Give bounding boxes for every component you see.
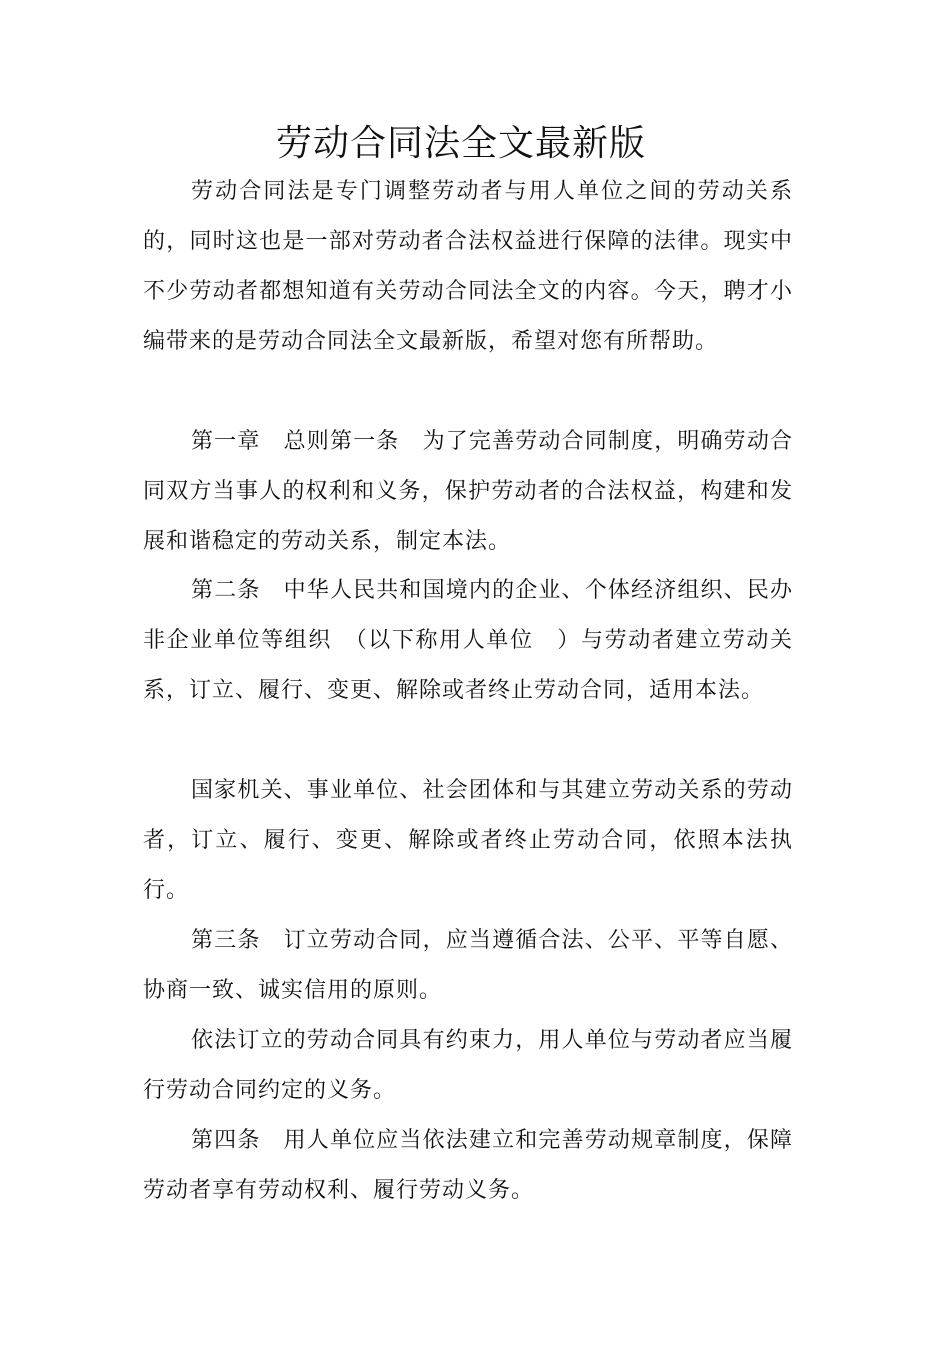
paragraph-article-2: 第二条 中华人民共和国境内的企业、个体经济组织、民办非企业单位等组织 （以下称用人单位 ）与劳动者建立劳动关系，订立、履行、变更、解除或者终止劳动合同，适用本法。	[143, 578, 793, 703]
paragraph-intro: 劳动合同法是专门调整劳动者与用人单位之间的劳动关系的，同时这也是一部对劳动者合法权益进行保障的法律。现实中不少劳动者都想知道有关劳动合同法全文的内容。今天，聘才小编带来的是劳动合同法全文最新版，希望对您有所帮助。	[143, 179, 793, 354]
paragraph-article-2-sub: 国家机关、事业单位、社会团体和与其建立劳动关系的劳动者，订立、履行、变更、解除或者终止劳动合同，依照本法执行。	[143, 778, 793, 903]
paragraph-article-3-sub: 依法订立的劳动合同具有约束力，用人单位与劳动者应当履行劳动合同约定的义务。	[143, 1028, 793, 1103]
paragraph-article-1: 第一章 总则第一条 为了完善劳动合同制度，明确劳动合同双方当事人的权利和义务，保护劳动者的合法权益，构建和发展和谐稳定的劳动关系，制定本法。	[143, 429, 793, 554]
document-title: 劳动合同法全文最新版	[275, 123, 646, 164]
paragraph-article-3: 第三条 订立劳动合同，应当遵循合法、公平、平等自愿、协商一致、诚实信用的原则。	[143, 928, 793, 1003]
paragraph-article-4: 第四条 用人单位应当依法建立和完善劳动规章制度，保障劳动者享有劳动权利、履行劳动义务。	[143, 1128, 793, 1203]
